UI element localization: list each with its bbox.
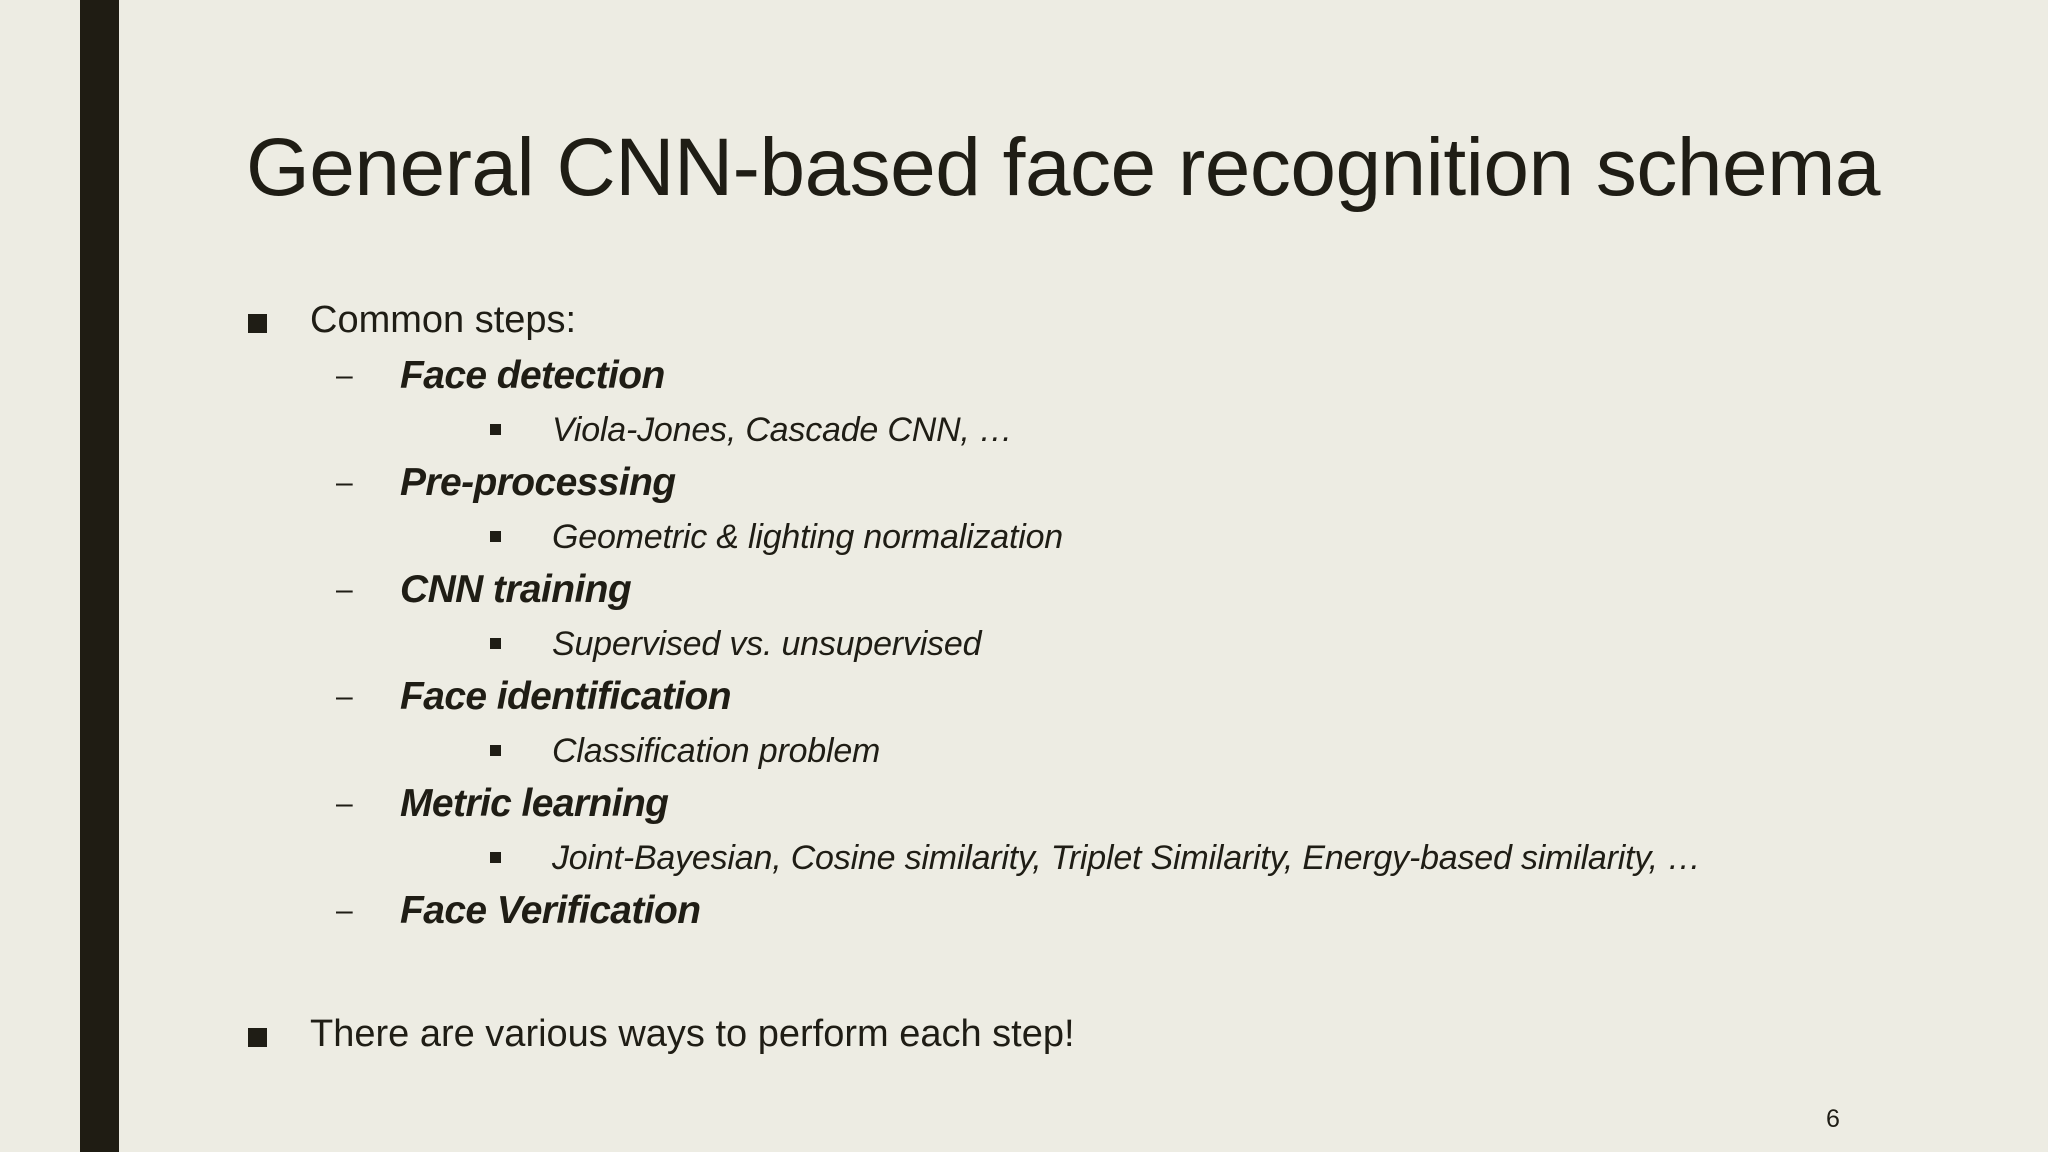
sub-item-text: CNN training	[400, 568, 632, 611]
page-number: 6	[1826, 1105, 1840, 1133]
small-square-bullet-icon	[490, 852, 501, 863]
bullet-text: There are various ways to perform each step!	[310, 1013, 1075, 1055]
dash-bullet-icon: –	[336, 359, 353, 392]
detail-text: Geometric & lighting normalization	[552, 518, 1063, 556]
detail-text: Viola-Jones, Cascade CNN, …	[552, 411, 1013, 449]
square-bullet-icon	[248, 314, 267, 333]
square-bullet-icon	[248, 1028, 267, 1047]
sub-item-text: Face identification	[400, 675, 731, 718]
dash-bullet-icon: –	[336, 787, 353, 820]
bullet-text: Common steps:	[310, 299, 577, 341]
sub-item-text: Pre-processing	[400, 461, 676, 504]
small-square-bullet-icon	[490, 531, 501, 542]
small-square-bullet-icon	[490, 424, 501, 435]
dash-bullet-icon: –	[336, 894, 353, 927]
sub-item-text: Metric learning	[400, 782, 669, 825]
slide-title: General CNN-based face recognition schema	[246, 122, 1880, 213]
detail-text: Joint-Bayesian, Cosine similarity, Triplet Similarity, Energy-based similarity, …	[552, 839, 1701, 877]
small-square-bullet-icon	[490, 745, 501, 756]
sub-item-text: Face detection	[400, 354, 665, 397]
small-square-bullet-icon	[490, 638, 501, 649]
dash-bullet-icon: –	[336, 680, 353, 713]
sub-item-text: Face Verification	[400, 889, 701, 932]
dash-bullet-icon: –	[336, 573, 353, 606]
dash-bullet-icon: –	[336, 466, 353, 499]
detail-text: Classification problem	[552, 732, 881, 770]
detail-text: Supervised vs. unsupervised	[552, 625, 982, 663]
